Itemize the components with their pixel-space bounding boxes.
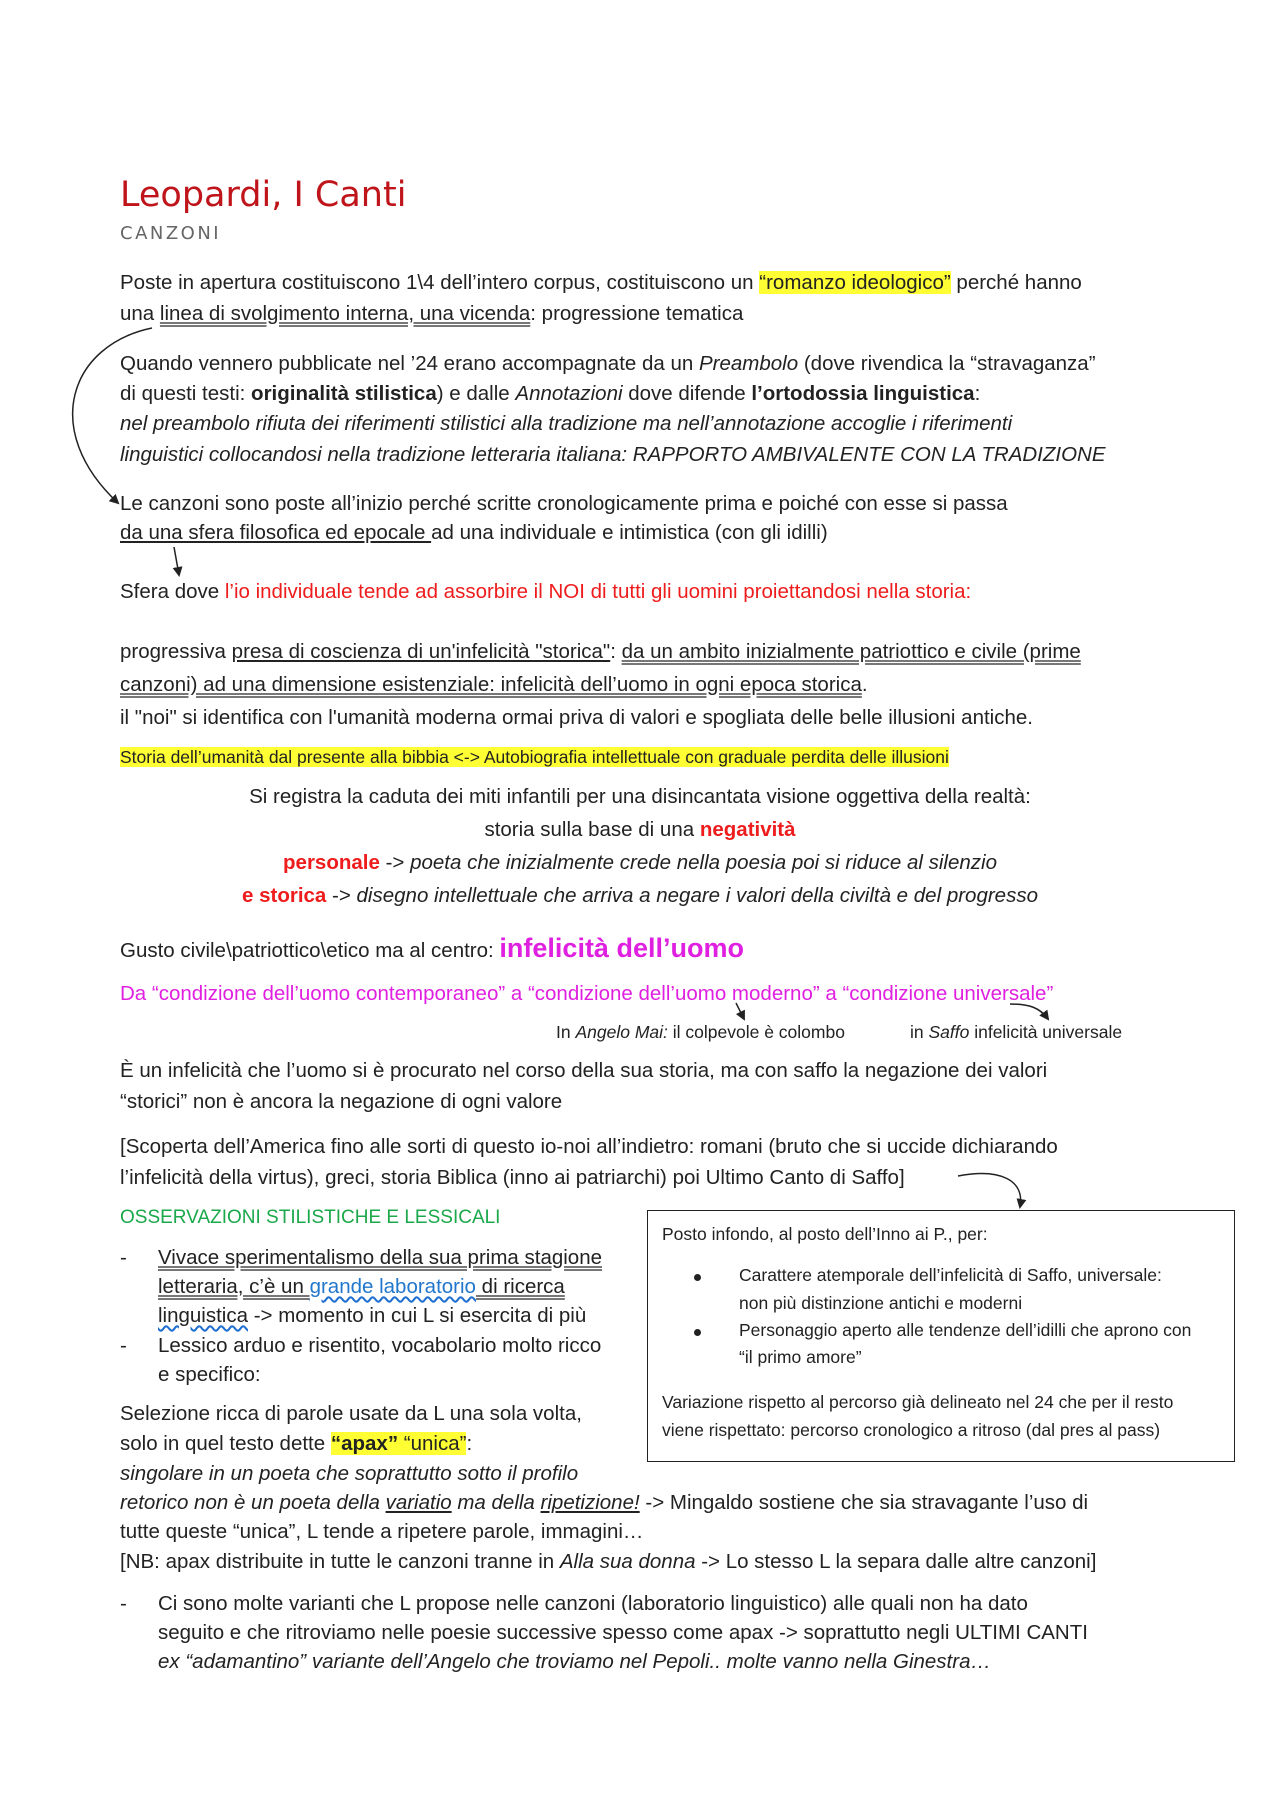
selection-line-2: solo in quel testo dette “apax” “unica”: [120,1432,473,1455]
box-bullet-2-line-2: “il primo amore” [739,1347,862,1367]
paragraph-5-line-1: progressiva presa di coscienza di un'infelicità "storica": da un ambito inizialmente patriottico e civile (prime [120,640,1081,663]
box-bullet-1-line-1: Carattere atemporale dell’infelicità di Saffo, universale: [739,1265,1162,1285]
list-dash-3: - [120,1592,127,1615]
paragraph-4: Sfera dove l’io individuale tende ad assorbire il NOI di tutti gli uomini proiettandosi nella storia: [120,580,972,603]
paragraph-6-line-1: È un infelicità che l’uomo si è procurato nel corso della sua storia, ma con saffo la negazione dei valori [120,1059,1048,1082]
page-title: Leopardi, I Canti [120,175,407,215]
list-item-2-line-2: e specifico: [158,1363,261,1386]
list-dash-1: - [120,1246,127,1269]
gusto-line: Gusto civile\patriottico\etico ma al centro: infelicità dell’uomo [120,933,744,963]
box-footer-line-1: Variazione rispetto al percorso già delineato nel 24 che per il resto [662,1392,1174,1412]
list-item-3-line-2: seguito e che ritroviamo nelle poesie successive spesso come apax -> soprattutto negli ULTIMI CANTI [158,1621,1088,1644]
paragraph-7-line-2: l’infelicità della virtus), greci, storia Biblica (inno ai patriarchi) poi Ultimo Canto di Saffo] [120,1166,905,1189]
selection-line-4: retorico non è un poeta della variatio ma della ripetizione! -> Mingaldo sostiene che sia stravagante l’uso di [120,1491,1089,1514]
paragraph-3-line-2: da una sfera filosofica ed epocale ad una individuale e intimistica (con gli idilli) [120,521,828,544]
paragraph-2-line-2: di questi testi: originalità stilistica) e dalle Annotazioni dove difende l’ortodossia linguistica: [120,382,981,405]
box-bullet-1-line-2: non più distinzione antichi e moderni [739,1293,1023,1313]
page-subtitle: CANZONI [120,223,222,244]
paragraph-6-line-2: “storici” non è ancora la negazione di ogni valore [120,1090,563,1113]
bullet-dot [694,1274,701,1281]
selection-line-5: tutte queste “unica”, L tende a ripetere parole, immagini… [120,1520,644,1543]
paragraph-1-line-1: Poste in apertura costituiscono 1\4 dell’intero corpus, costituiscono un “romanzo ideologico” perché hanno [120,271,1082,294]
section-heading-observations: OSSERVAZIONI STILISTICHE E LESSICALI [120,1207,501,1228]
list-item-3-line-1: Ci sono molte varianti che L propose nelle canzoni (laboratorio linguistico) alle quali non ha dato [158,1592,1028,1615]
box-bullet-2-line-1: Personaggio aperto alle tendenze dell’idilli che aprono con [739,1320,1192,1340]
highlighted-summary-line: Storia dell’umanità dal presente alla bibbia <-> Autobiografia intellettuale con graduale perdita delle illusioni [120,747,949,767]
bullet-dot [694,1329,701,1336]
list-item-1-line-1: Vivace sperimentalismo della sua prima stagione [158,1246,603,1269]
paragraph-3-line-1: Le canzoni sono poste all’inizio perché scritte cronologicamente prima e poiché con esse si passa [120,492,1008,515]
note-angelo-mai: In Angelo Mai: il colpevole è colombo [556,1022,845,1042]
saffo-note-box [647,1210,1235,1462]
arrow-saffo-to-box [958,1174,1021,1207]
paragraph-7-line-1: [Scoperta dell’America fino alle sorti di questo io-noi all’indietro: romani (bruto che si uccide dichiarando [120,1135,1058,1158]
center-line-3: personale -> poeta che inizialmente crede nella poesia poi si riduce al silenzio [283,851,997,874]
arrow-down-sfera [174,547,179,575]
list-item-3-line-3: ex “adamantino” variante dell’Angelo che troviamo nel Pepoli.. molte vanno nella Ginestra… [158,1650,991,1673]
selection-line-6: [NB: apax distribuite in tutte le canzoni tranne in Alla sua donna -> Lo stesso L la separa dalle altre canzoni] [120,1550,1097,1573]
list-item-1-line-2: letteraria, c’è un grande laboratorio di ricerca [158,1275,565,1298]
paragraph-1-line-2: una linea di svolgimento interna, una vicenda: progressione tematica [120,302,744,325]
box-heading: Posto infondo, al posto dell’Inno ai P., per: [662,1224,988,1244]
list-item-2-line-1: Lessico arduo e risentito, vocabolario molto ricco [158,1334,602,1357]
paragraph-5-line-2: canzoni) ad una dimensione esistenziale: infelicità dell’uomo in ogni epoca storica. [120,673,868,696]
note-saffo: in Saffo infelicità universale [910,1022,1123,1042]
paragraph-2-line-4: linguistici collocandosi nella tradizione letteraria italiana: RAPPORTO AMBIVALENTE CON LA TRADIZIONE [120,443,1106,466]
selection-line-1: Selezione ricca di parole usate da L una sola volta, [120,1402,582,1425]
paragraph-5-line-3: il "noi" si identifica con l'umanità moderna ormai priva di valori e spogliata delle belle illusioni antiche. [120,706,1033,729]
paragraph-2-line-1: Quando vennero pubblicate nel ’24 erano accompagnate da un Preambolo (dove rivendica la “stravaganza” [120,352,1096,375]
box-footer-line-2: viene rispettato: percorso cronologico a ritroso (dal pres al pass) [662,1420,1161,1440]
list-item-1-line-3: linguistica -> momento in cui L si esercita di più [158,1304,587,1327]
paragraph-2-line-3: nel preambolo rifiuta dei riferimenti stilistici alla tradizione ma nell’annotazione accoglie i riferimenti [120,412,1013,435]
selection-line-3: singolare in un poeta che soprattutto sotto il profilo [120,1462,579,1485]
center-line-2: storia sulla base di una negatività [484,818,796,841]
highlight-romanzo-ideologico: “romanzo ideologico” [759,271,951,294]
center-line-4: e storica -> disegno intellettuale che arriva a negare i valori della civiltà e del progresso [242,884,1038,907]
list-dash-2: - [120,1334,127,1357]
infelicita-emphasis: infelicità dell’uomo [499,933,744,963]
center-line-1: Si registra la caduta dei miti infantili per una disincantata visione oggettiva della realtà: [249,785,1031,808]
condition-line: Da “condizione dell’uomo contemporaneo” a “condizione dell’uomo moderno” a “condizione universale” [120,982,1054,1005]
